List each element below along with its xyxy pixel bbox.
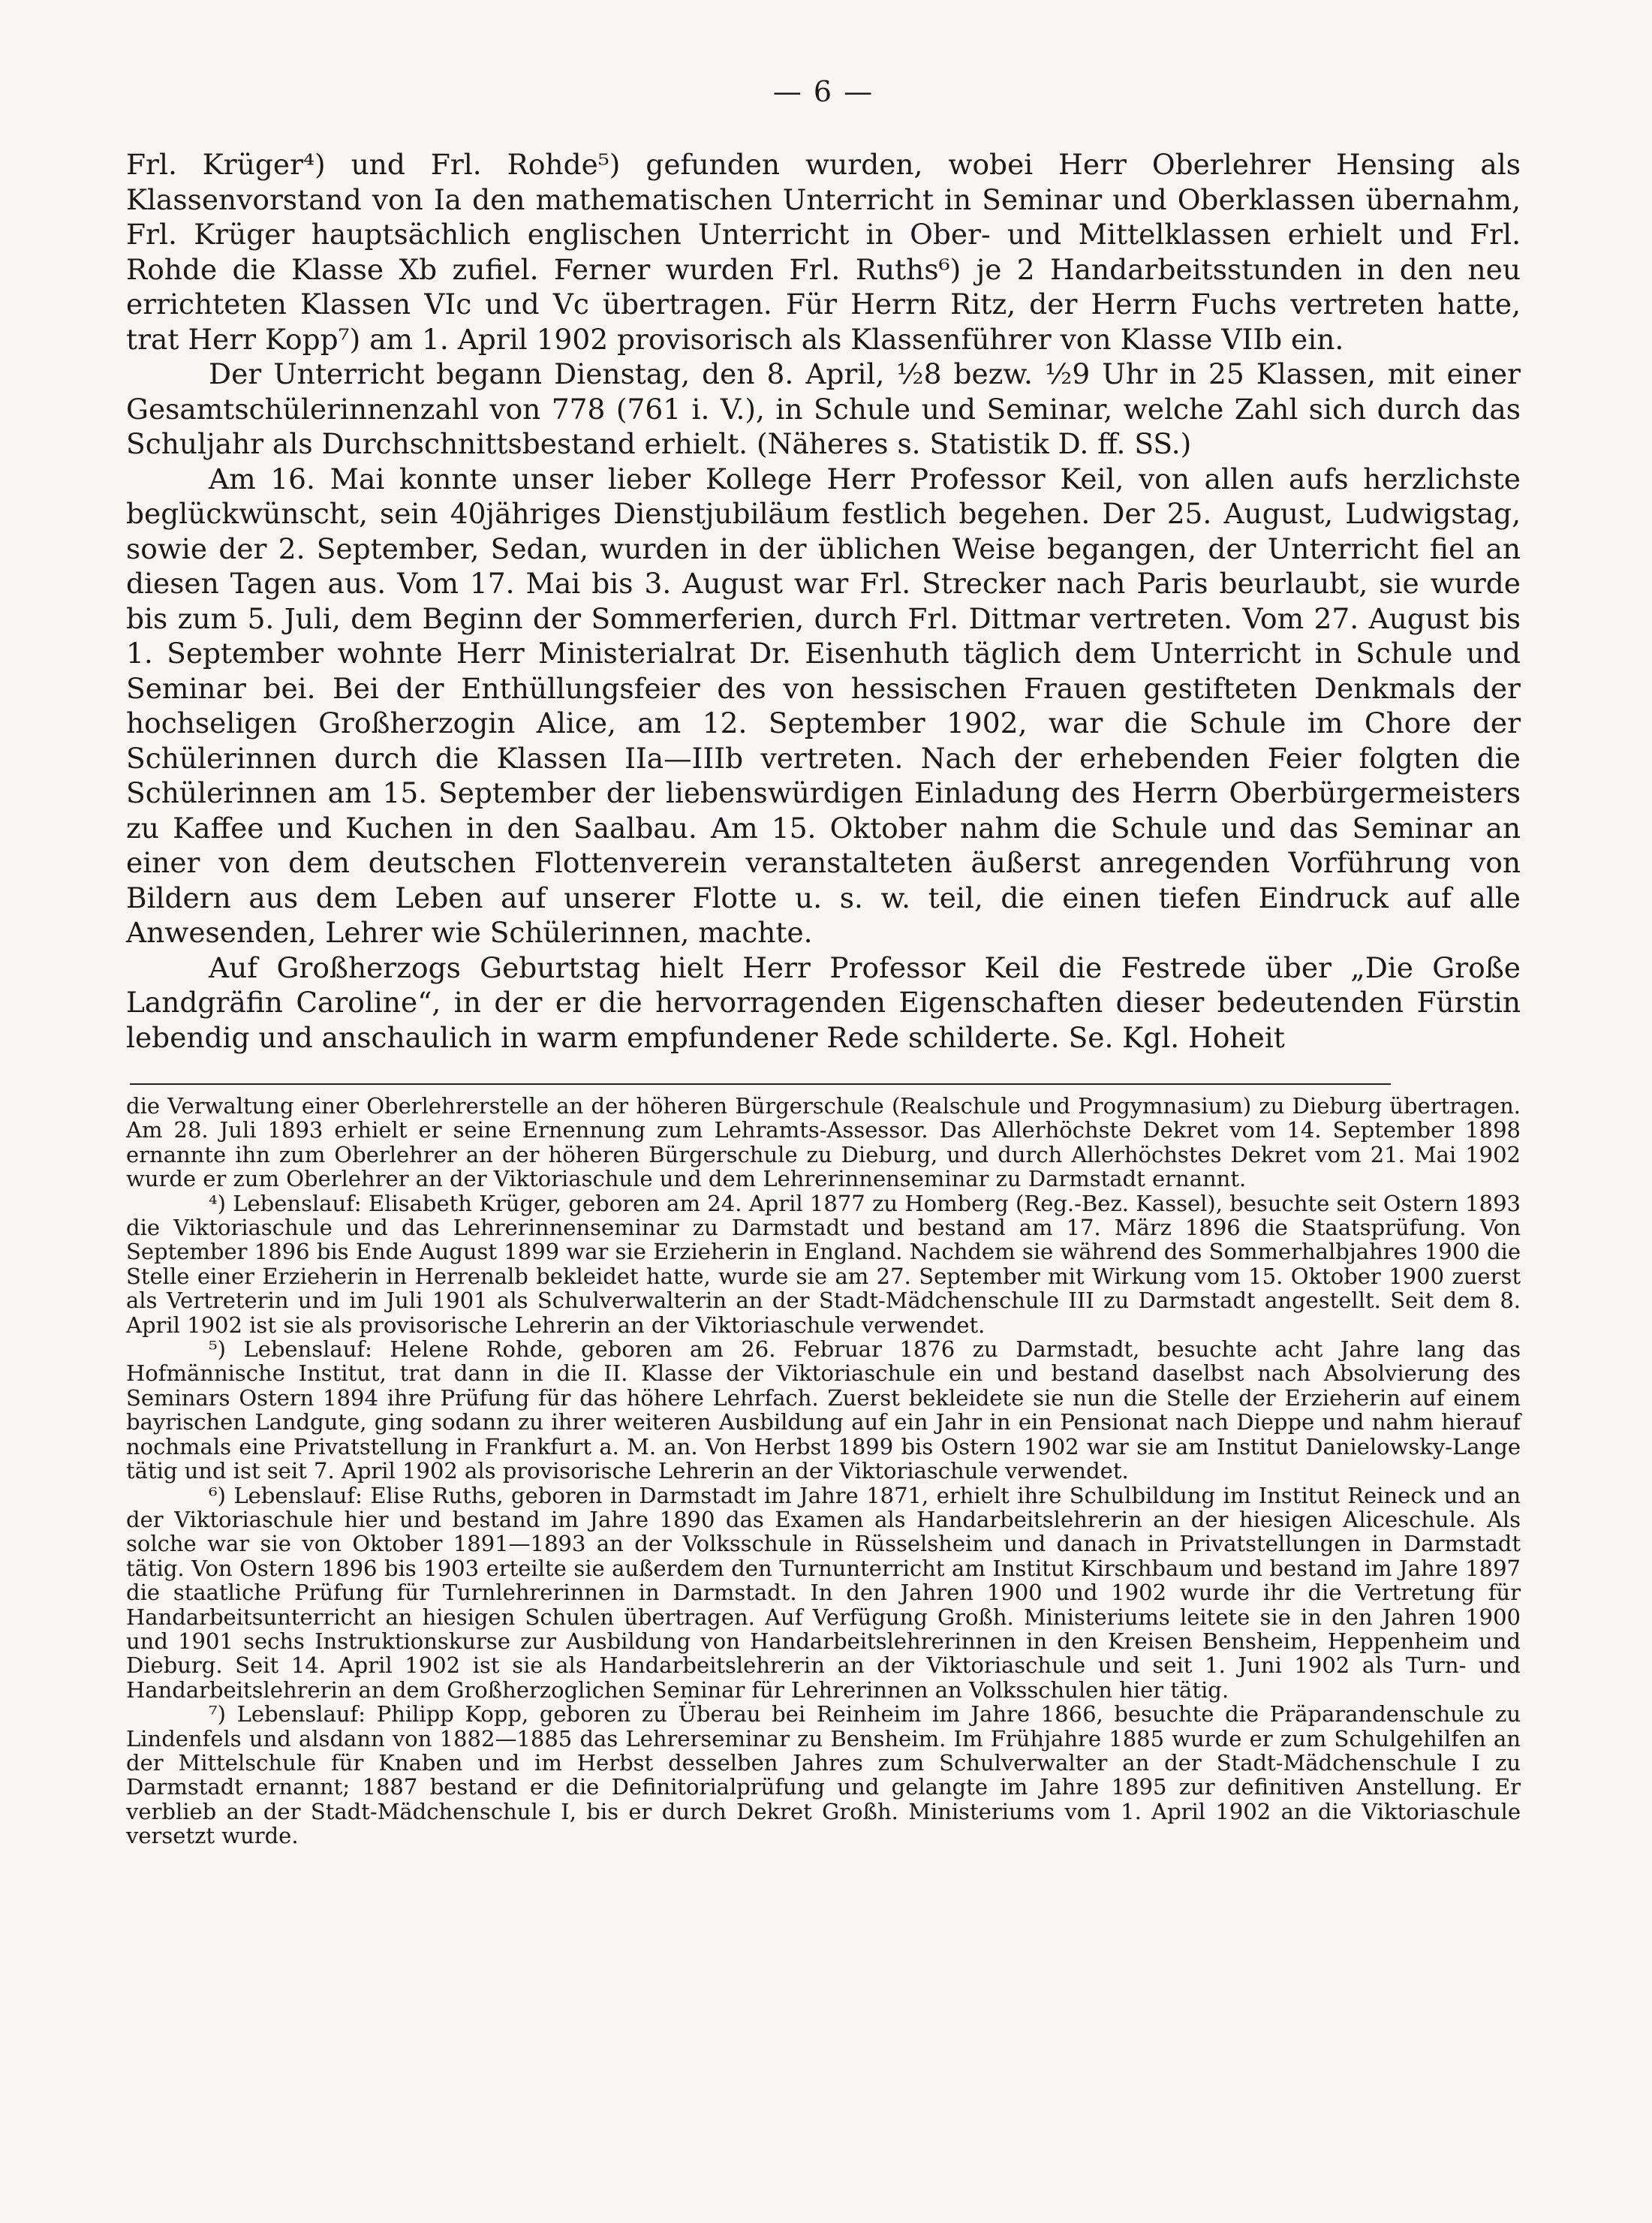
main-text xyxy=(126,147,1521,1055)
footnote-5: ⁵) Lebenslauf: Helene Rohde, geboren am 26. Februar 1876 zu Darmstadt, besuchte acht Jahre lang das Hofmännische Institut, trat dann in die II. Klasse der Viktoriaschule ein und bestand daselbst nach Absolvierung des Seminars Ostern 1894 ihre Prüfung für das höhere Lehrfach. Zuerst bekleidete sie nun die Stelle der Erzieherin auf einem bayrischen Landgute, ging sodann zu ihrer weiteren Ausbildung auf ein Jahr in ein Pensionat nach Dieppe und nahm hierauf nochmals eine Privatstellung in Frankfurt a. M. an. Von Herbst 1899 bis Ostern 1902 war sie am Institut Danielowsky-Lange tätig und ist seit 7. April 1902 als provisorische Lehrerin an der Viktoriaschule verwendet. xyxy=(126,1336,1521,1484)
paragraph-1: Frl. Krüger⁴) und Frl. Rohde⁵) gefunden wurden, wobei Herr Oberlehrer Hensing als Klassenvorstand von Ia den mathematischen Unterricht in Seminar und Oberklassen übernahm, Frl. Krüger hauptsächlich englischen Unterricht in Ober- und Mittelklassen erhielt und Frl. Rohde die Klasse Xb zufiel. Ferner wurden Frl. Ruths⁶) je 2 Handarbeitsstunden in den neu errichteten Klassen VIc und Vc übertragen. Für Herrn Ritz, der Herrn Fuchs vertreten hatte, trat Herr Kopp⁷) am 1. April 1902 provisorisch als Klassenführer von Klasse VIIb ein. xyxy=(126,148,1521,356)
page-number: — 6 — xyxy=(772,75,874,108)
footnote-divider xyxy=(130,1083,1391,1085)
footnote-continuation: die Verwaltung einer Oberlehrerstelle an der höheren Bürgerschule (Realschule und Progymnasium) zu Dieburg übertragen. Am 28. Juli 1893 erhielt er seine Ernennung zum Lehramts-Assessor. Das Allerhöchste Dekret vom 14. September 1898 ernannte ihn zum Oberlehrer an der höheren Bürgerschule zu Dieburg, und durch Allerhöchstes Dekret vom 21. Mai 1902 wurde er zum Oberlehrer an der Viktoriaschule und dem Lehrerinnenseminar zu Darmstadt ernannt. xyxy=(126,1093,1521,1192)
footnote-6: ⁶) Lebenslauf: Elise Ruths, geboren in Darmstadt im Jahre 1871, erhielt ihre Schulbildung im Institut Reineck und an der Viktoriaschule hier und bestand im Jahre 1890 das Examen als Handarbeitslehrerin an der hiesigen Aliceschule. Als solche war sie von Oktober 1891—1893 an der Volksschule in Rüsselsheim und danach in Privatstellungen in Darmstadt tätig. Von Ostern 1896 bis 1903 erteilte sie außerdem den Turnunterricht am Institut Kirschbaum und bestand im Jahre 1897 die staatliche Prüfung für Turnlehrerinnen in Darmstadt. In den Jahren 1900 und 1902 wurde ihr die Vertretung für Handarbeitsunterricht an hiesigen Schulen übertragen. Auf Verfügung Großh. Ministeriums leitete sie in den Jahren 1900 und 1901 sechs Instruktionskurse zur Ausbildung von Handarbeitslehrerinnen in den Kreisen Bensheim, Heppenheim und Dieburg. Seit 14. April 1902 ist sie als Handarbeitslehrerin an der Viktoriaschule und seit 1. Juni 1902 als Turn- und Handarbeitslehrerin an dem Großherzoglichen Seminar für Lehrerinnen an Volksschulen hier tätig. xyxy=(126,1482,1521,1703)
paragraph-4: Auf Großherzogs Geburtstag hielt Herr Professor Keil die Festrede über „Die Große Landgräfin Caroline“, in der er die hervorragenden Eigenschaften dieser bedeutenden Fürstin lebendig und anschaulich in warm empfundener Rede schilderte. Se. Kgl. Hoheit xyxy=(126,950,1521,1054)
paragraph-2: Der Unterricht begann Dienstag, den 8. April, ½8 bezw. ½9 Uhr in 25 Klassen, mit einer Gesamtschülerinnenzahl von 778 (761 i. V.), in Schule und Seminar, welche Zahl sich durch das Schuljahr als Durchschnittsbestand erhielt. (Näheres s. Statistik D. ff. SS.) xyxy=(126,357,1521,460)
paragraph-3: Am 16. Mai konnte unser lieber Kollege Herr Professor Keil, von allen aufs herzlichste beglückwünscht, sein 40jähriges Dienstjubiläum festlich begehen. Der 25. August, Ludwigstag, sowie der 2. September, Sedan, wurden in der üblichen Weise begangen, der Unterricht fiel an diesen Tagen aus. Vom 17. Mai bis 3. August war Frl. Strecker nach Paris beurlaubt, sie wurde bis zum 5. Juli, dem Beginn der Sommerferien, durch Frl. Dittmar vertreten. Vom 27. August bis 1. September wohnte Herr Ministerialrat Dr. Eisenhuth täglich dem Unterricht in Schule und Seminar bei. Bei der Enthüllungsfeier des von hessischen Frauen gestifteten Denkmals der hochseligen Großherzogin Alice, am 12. September 1902, war die Schule im Chore der Schülerinnen durch die Klassen IIa—IIIb vertreten. Nach der erhebenden Feier folgten die Schülerinnen am 15. September der liebenswürdigen Einladung des Herrn Oberbürgermeisters zu Kaffee und Kuchen in den Saalbau. Am 15. Oktober nahm die Schule und das Seminar an einer von dem deutschen Flottenverein veranstalteten äußerst anregenden Vorführung von Bildern aus dem Leben auf unserer Flotte u. s. w. teil, die einen tiefen Eindruck auf alle Anwesenden, Lehrer wie Schülerinnen, machte. xyxy=(126,462,1521,949)
document-page xyxy=(126,75,1521,1848)
footnotes xyxy=(126,1094,1521,1848)
footnote-7: ⁷) Lebenslauf: Philipp Kopp, geboren zu Überau bei Reinheim im Jahre 1866, besuchte die Präparandenschule zu Lindenfels und alsdann von 1882—1885 das Lehrerseminar zu Bensheim. Im Frühjahre 1885 wurde er zum Schulgehilfen an der Mittelschule für Knaben und im Herbst desselben Jahres zum Schulverwalter an der Stadt-Mädchenschule I zu Darmstadt ernannt; 1887 bestand er die Definitorialprüfung und gelangte im Jahre 1895 zur definitiven Anstellung. Er verblieb an der Stadt-Mädchenschule I, bis er durch Dekret Großh. Ministeriums vom 1. April 1902 an die Viktoriaschule versetzt wurde. xyxy=(126,1701,1521,1849)
footnote-4: ⁴) Lebenslauf: Elisabeth Krüger, geboren am 24. April 1877 zu Homberg (Reg.-Bez. Kassel), besuchte seit Ostern 1893 die Viktoriaschule und das Lehrerinnenseminar zu Darmstadt und bestand am 17. März 1896 die Staatsprüfung. Von September 1896 bis Ende August 1899 war sie Erzieherin in England. Nachdem sie während des Sommerhalbjahres 1900 die Stelle einer Erzieherin in Herrenalb bekleidet hatte, wurde sie am 27. September mit Wirkung vom 15. Oktober 1900 zuerst als Vertreterin und im Juli 1901 als Schulverwalterin an der Stadt-Mädchenschule III zu Darmstadt angestellt. Seit dem 8. April 1902 ist sie als provisorische Lehrerin an der Viktoriaschule verwendet. xyxy=(126,1190,1521,1338)
